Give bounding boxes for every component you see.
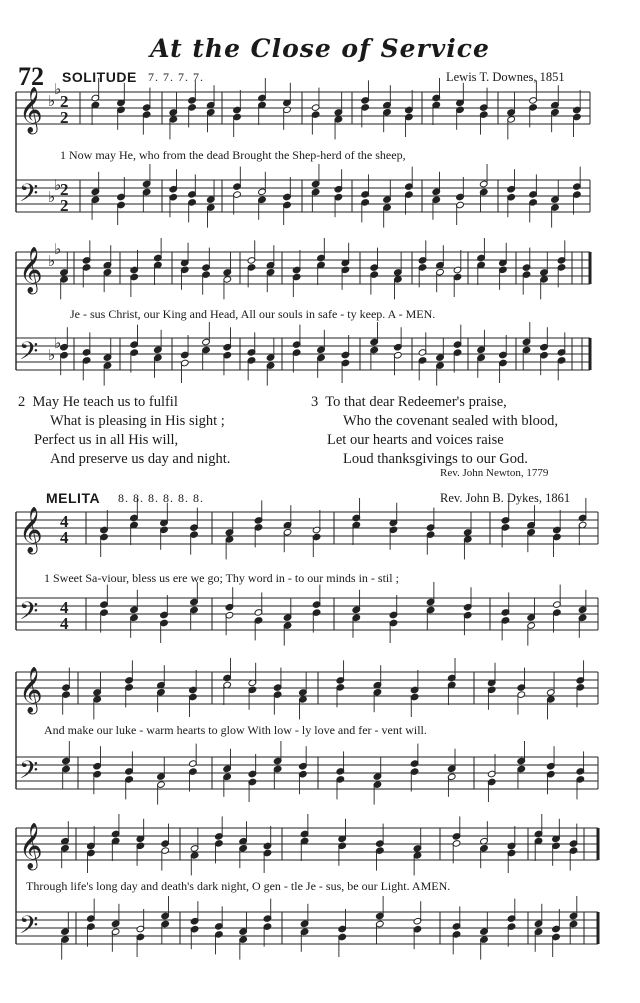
bass-clef-icon: 𝄢 — [19, 179, 39, 214]
tune-name-solitude: SOLITUDE — [62, 69, 137, 85]
flat-icon: ♭ — [54, 334, 62, 352]
bass-clef-icon: 𝄢 — [19, 597, 39, 632]
time-signature: 2 — [60, 92, 69, 111]
bass-clef-icon: 𝄢 — [19, 337, 39, 372]
verse-3 — [311, 393, 631, 469]
composer-solitude: Lewis T. Downes, 1851 — [446, 70, 565, 84]
bass-clef-icon: 𝄢 — [19, 756, 39, 791]
flat-icon: ♭ — [54, 240, 62, 258]
treble-clef-icon: 𝄞 — [19, 87, 43, 133]
flat-icon: ♭ — [54, 176, 62, 194]
time-signature: 2 — [60, 196, 69, 215]
verse-line: And preserve us day and night. — [50, 451, 231, 467]
time-signature: 2 — [60, 180, 69, 199]
flat-icon: ♭ — [48, 92, 56, 110]
verse-line: To that dear Redeemer's praise, — [325, 394, 507, 410]
lyrics-melita-line-1: 1 Sweet Sa-viour, bless us ere we go; Thy word in - to our minds in - stil ; — [44, 571, 399, 585]
verse-line: May He teach us to fulfil — [32, 394, 178, 410]
author-credit: Rev. John Newton, 1779 — [440, 467, 549, 479]
lyrics-melita-line-3: Through life's long day and death's dark night, O gen - tle Je - sus, be our Light. AMEN. — [26, 879, 451, 893]
time-signature: 4 — [60, 598, 69, 617]
flat-icon: ♭ — [48, 252, 56, 270]
verse-line: Perfect us in all His will, — [34, 432, 179, 448]
hymn-number: 72 — [18, 62, 44, 91]
meter-melita: 8. 8. 8. 8. 8. 8. — [118, 491, 204, 505]
composer-melita: Rev. John B. Dykes, 1861 — [440, 491, 571, 505]
verse-number: 2 — [18, 394, 26, 410]
bass-clef-icon: 𝄢 — [19, 911, 39, 946]
page-heading: At the Close of Service — [150, 34, 490, 63]
treble-clef-icon: 𝄞 — [19, 247, 43, 293]
time-signature: 4 — [60, 528, 69, 547]
lyrics-solitude-line-1: 1 Now may He, who from the dead Brought the Shep-herd of the sheep, — [60, 148, 406, 162]
treble-clef-icon: 𝄞 — [19, 507, 43, 553]
treble-clef-icon: 𝄞 — [19, 823, 43, 869]
flat-icon: ♭ — [48, 346, 56, 364]
tune-name-melita: MELITA — [46, 490, 101, 506]
verse-line: Let our hearts and voices raise — [327, 432, 504, 448]
verse-number: 3 — [311, 394, 319, 410]
lyrics-melita-line-2: And make our luke - warm hearts to glow With low - ly love and fer - vent will. — [44, 723, 427, 737]
verse-2 — [18, 393, 308, 469]
flat-icon: ♭ — [48, 188, 56, 206]
time-signature: 4 — [60, 614, 69, 633]
verse-line: What is pleasing in His sight ; — [50, 413, 225, 429]
time-signature: 4 — [60, 512, 69, 531]
flat-icon: ♭ — [54, 80, 62, 98]
verse-line: Loud thanksgivings to our God. — [343, 451, 528, 467]
meter-solitude: 7. 7. 7. 7. — [148, 70, 204, 84]
verse-line: Who the covenant sealed with blood, — [343, 413, 559, 429]
treble-clef-icon: 𝄞 — [19, 667, 43, 713]
lyrics-solitude-line-2: Je - sus Christ, our King and Head, All our souls in safe - ty keep. A - MEN. — [70, 307, 436, 321]
time-signature: 2 — [60, 108, 69, 127]
